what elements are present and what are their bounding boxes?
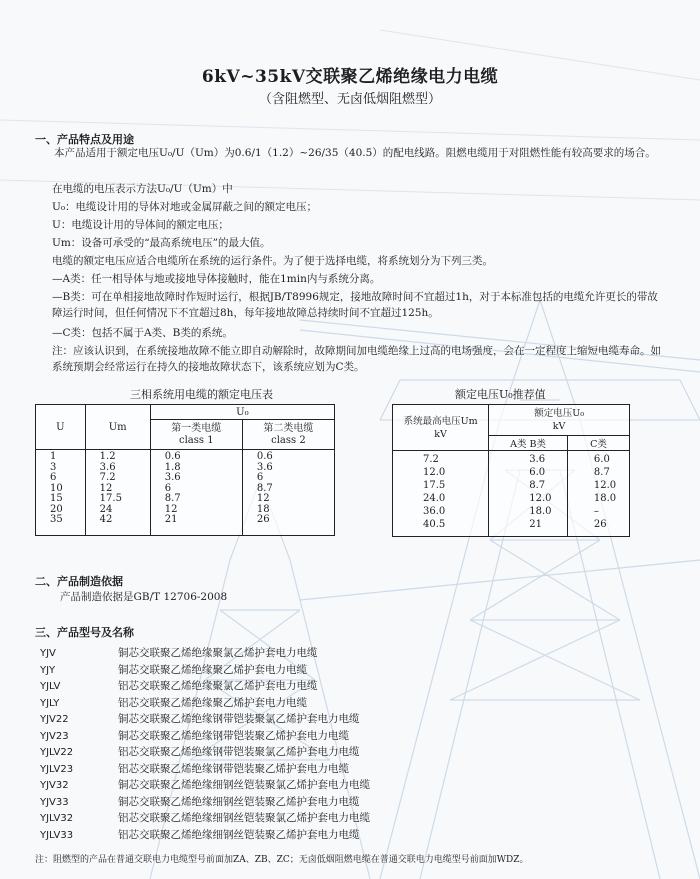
table-cell: 6: [164, 482, 172, 494]
paragraph-notation: 在电缆的电压表示方法U₀/U（Um）中: [52, 183, 233, 195]
model-name: 铜芯交联聚乙烯绝缘钢带铠装聚乙烯护套电力电缆: [118, 729, 349, 742]
table1-column-class2: [242, 450, 334, 536]
list-item: [40, 810, 370, 827]
model-code: YJLV33: [40, 829, 74, 841]
table-cell: 35: [50, 514, 63, 525]
page-title: 6kV~35kV交联聚乙烯绝缘电力电缆: [201, 67, 499, 87]
paragraph-class-c: —C类：包括不属于A类、B类的系统。: [52, 327, 233, 339]
table-cell: 10: [50, 482, 63, 494]
list-item: [40, 827, 370, 844]
table1-header-class2-cn: 第二类电缆: [263, 422, 314, 434]
table-cell: 6.0: [593, 454, 610, 465]
table1-caption: 三相系统用电缆的额定电压表: [130, 388, 273, 401]
table-cell: 3.6: [529, 454, 546, 465]
table1-column-um: [85, 450, 150, 536]
table2-column-um: [393, 451, 489, 537]
table-cell: 17.5: [423, 480, 446, 491]
paragraph-um-def: Um：设备可承受的“最高系统电压”的最大值。: [52, 237, 271, 249]
table-cell: 7.2: [423, 454, 439, 465]
section-standard-heading: 二、产品制造依据: [35, 575, 123, 588]
table-cell: 6: [50, 472, 57, 483]
table-cell: 3.6: [99, 461, 116, 473]
table-cell: 18: [256, 503, 270, 515]
model-name: 铜芯交联聚乙烯绝缘聚乙烯护套电力电缆: [118, 663, 307, 676]
table-cell: 3: [50, 461, 57, 473]
model-code: YJV22: [40, 714, 69, 725]
table-cell: 7.2: [99, 472, 116, 483]
model-code: YJLV23: [40, 763, 74, 775]
list-item: [40, 744, 370, 761]
table-cell: 8.7: [164, 493, 181, 504]
paragraph-class-b: —B类：可在单相接地故障时作短时运行，根据JB/T8996规定，接地故障时间不宜超过1h，对于本标准包括的电缆允许更长的带故障运行时间，但任何情况下不宜超过8h，每年接地故障总持续时间不宜超过125h。: [52, 291, 658, 319]
table-cell: 1.8: [164, 461, 181, 473]
table-cell: 1: [50, 451, 57, 462]
model-name: 铜芯交联聚乙烯绝缘钢带铠装聚氯乙烯护套电力电缆: [118, 713, 360, 725]
table-cell: –: [593, 506, 599, 517]
model-code: YJV: [40, 648, 56, 659]
table1-header-class2-en: class 2: [271, 434, 306, 446]
table-cell: 6: [256, 472, 264, 483]
table1-header-class1: [150, 420, 242, 450]
table-cell: 12.0: [423, 467, 446, 478]
table2-header-rated: [489, 405, 630, 436]
table2-header-system-max-label: 系统最高电压Um: [403, 415, 478, 427]
table-cell: 36.0: [423, 506, 446, 517]
list-item: [40, 777, 370, 794]
table-cell: 21: [164, 514, 178, 525]
paragraph-system-categories: 电缆的额定电压应适合电缆所在系统的运行条件。为了便于选择电缆，将系统划分为下列三类。: [52, 255, 493, 267]
table-cell: 24: [99, 503, 113, 515]
model-name: 铝芯交联聚乙烯绝缘钢带铠装聚乙烯护套电力电缆: [118, 762, 349, 775]
model-name: 铜芯交联聚乙烯绝缘聚氯乙烯护套电力电缆: [118, 647, 318, 659]
table-cell: 8.7: [256, 482, 273, 494]
section-features-heading: 一、产品特点及用途: [35, 133, 134, 146]
list-item: [40, 794, 370, 811]
model-name: 铝芯交联聚乙烯绝缘细钢丝铠装聚乙烯护套电力电缆: [118, 828, 360, 841]
table1-header-u: U: [36, 405, 86, 450]
paragraph-class-a: —A类：任一相导体与地或接地导体接触时，能在1min内与系统分离。: [52, 273, 381, 285]
table1-header-class1-en: class 1: [179, 434, 214, 446]
model-code: YJLV22: [40, 747, 74, 758]
table-cell: 21: [529, 519, 542, 530]
table-cell: 8.7: [593, 467, 610, 478]
table-cell: 0.6: [256, 451, 273, 462]
table-cell: 40.5: [423, 519, 446, 530]
model-name: 铝芯交联聚乙烯绝缘聚乙烯护套电力电缆: [118, 696, 307, 709]
paragraph-u-def: U：电缆设计用的导体间的额定电压；: [52, 219, 229, 231]
table-cell: 26: [593, 519, 607, 530]
table-cell: 6.0: [529, 467, 546, 478]
table-cell: 18.0: [529, 506, 552, 517]
standard-text: 产品制造依据是GB/T 12706-2008: [60, 591, 228, 603]
paragraph-u0-def: U₀：电缆设计用的导体对地或金属屏蔽之间的额定电压；: [52, 201, 318, 213]
table-cell: 12: [99, 482, 113, 494]
table2-header-rated-unit: kV: [552, 421, 566, 432]
model-name: 铜芯交联聚乙烯绝缘细钢丝铠装聚乙烯护套电力电缆: [118, 795, 360, 808]
table2-header-ab: A类 B类: [489, 436, 568, 451]
table-cell: 42: [99, 514, 113, 525]
model-name: 铜芯交联聚乙烯绝缘细钢丝铠装聚氯乙烯护套电力电缆: [118, 779, 370, 791]
list-item: [40, 695, 370, 712]
table1-column-u: [36, 450, 86, 536]
table1-header-class1-cn: 第一类电缆: [171, 422, 222, 434]
list-item: [40, 645, 370, 662]
table-cell: 18.0: [593, 493, 617, 504]
table-cell: 12.0: [593, 480, 617, 491]
paragraph-scope: 本产品适用于额定电压U₀/U（Um）为0.6/1（1.2）~26/35（40.5）的配电线路。阻燃电缆用于对阻燃性能有较高要求的场合。: [54, 147, 656, 159]
table-cell: 0.6: [164, 451, 181, 462]
table-cell: 12: [256, 493, 270, 504]
paragraph-note: 注：应该认识到，在系统接地故障不能立即自动解除时，故障期间加电缆绝缘上过高的电场强度，会在一定程度上缩短电缆寿命。如系统预期会经常运行在持久的接地故障状态下，该系统应划为C类。: [52, 345, 661, 373]
model-code: YJLY: [40, 697, 60, 709]
model-name: 铝芯交联聚乙烯绝缘钢带铠装聚氯乙烯护套电力电缆: [118, 746, 360, 758]
table2-header-system-max: [393, 405, 489, 451]
page-subtitle: （含阻燃型、无卤低烟阻燃型）: [258, 92, 441, 107]
table-cell: 15: [50, 493, 63, 504]
model-code: YJV23: [40, 730, 69, 742]
table1-column-class1: [150, 450, 242, 536]
table2-header-c: C类: [567, 436, 629, 451]
model-code: YJLV32: [40, 813, 74, 824]
table-cell: 12: [164, 503, 178, 515]
table2-caption: 额定电压U₀推荐值: [455, 388, 546, 401]
footnote: 注：阻燃型的产品在普通交联电力电缆型号前面加ZA、ZB、ZC；无卤低烟阻燃电缆在普通交联电力电缆型号前面加WDZ。: [35, 855, 529, 865]
table2-header-rated-label: 额定电压U₀: [534, 408, 585, 419]
list-item: [40, 662, 370, 679]
table-cell: 26: [256, 514, 270, 525]
table1-header-class2: [242, 420, 334, 450]
model-code: YJV33: [40, 796, 69, 808]
table-cell: 12.0: [529, 493, 552, 504]
list-item: [40, 728, 370, 745]
recommended-u0-table: [392, 404, 630, 537]
model-name: 铝芯交联聚乙烯绝缘聚氯乙烯护套电力电缆: [118, 680, 318, 692]
section-models-heading: 三、产品型号及名称: [35, 626, 134, 639]
model-code: YJLV: [40, 681, 61, 692]
model-code: YJY: [40, 664, 56, 676]
table-cell: 17.5: [99, 493, 122, 504]
table1-header-u0: U₀: [150, 405, 334, 420]
table-cell: 1.2: [99, 451, 116, 462]
model-name: 铝芯交联聚乙烯绝缘细钢丝铠装聚氯乙烯护套电力电缆: [118, 812, 370, 824]
list-item: [40, 711, 370, 728]
list-item: [40, 678, 370, 695]
table1-header-um: Um: [85, 405, 150, 450]
table-cell: 24.0: [423, 493, 446, 504]
table-cell: 3.6: [256, 461, 273, 473]
model-code: YJV32: [40, 780, 69, 791]
model-list: [40, 645, 370, 843]
table-cell: 8.7: [529, 480, 546, 491]
table2-column-c: [567, 451, 629, 537]
rated-voltage-table: [35, 404, 335, 536]
table-cell: 3.6: [164, 472, 181, 483]
table-cell: 20: [50, 503, 63, 515]
table2-column-ab: [489, 451, 568, 537]
table2-header-system-max-unit: kV: [434, 428, 447, 440]
list-item: [40, 761, 370, 778]
